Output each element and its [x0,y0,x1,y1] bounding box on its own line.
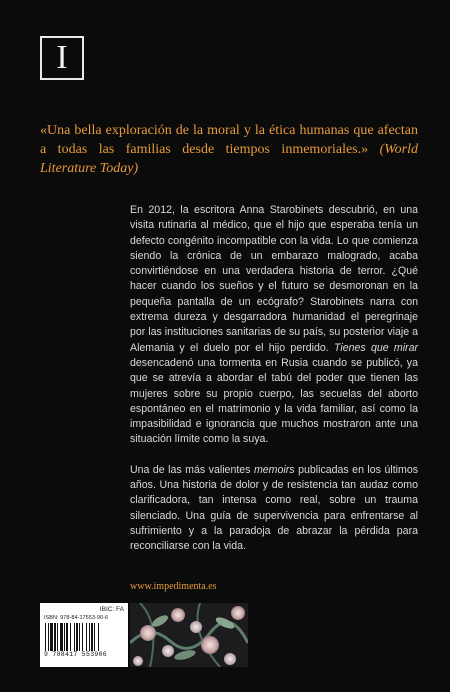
synopsis [130,203,418,570]
synopsis-p1-end: desencadenó una tormenta en Rusia cuando se publicó, ya que se atrevía a abordar el tabú del poder que tienen las mujeres sobre su propio cuerpo, las secuelas del aborto espontáneo en el matrimonio y la vida familiar, así como la impasibilidad e ignorancia que muchos mostraron ante una situación límite como la suya. [130,356,418,446]
synopsis-paragraph-2 [130,463,418,555]
quote-text: «Una bella exploración de la moral y la ética humanas que afectan a todas las familias desde tiempos inmemoriales.» [40,123,418,157]
memoirs-word: memoirs [253,463,295,476]
synopsis-paragraph-1 [130,203,418,448]
synopsis-p1-start: En 2012, la escritora Anna Starobinets descubrió, en una visita rutinaria al médico, que el hijo que esperaba tenía un defecto congénito incompatible con la vida. Lo que comienza siendo la crónica de un embarazo malogrado, acaba convirtiéndose en una verdadera historia de terror. ¿Qué hacer cuando los sueños y el futuro se desmoronan en la pequeña pantalla de un ecógrafo? Starobinets narra con extrema dureza y desgarradora humanidad el peregrinaje por las instituciones sanitarias de su país, su posterior viaje a Alemania y el duelo por el hijo perdido. [130,204,418,354]
review-quote [40,121,418,178]
isbn-number: ISBN: 978-84-17553-90-6 [44,615,109,621]
ibic-code: IBIC: FA [99,606,124,613]
barcode-panel [40,603,128,667]
ean-digits: 9 788417 553906 [44,651,108,658]
book-title: Tienes que mirar [333,341,418,354]
quote-source: (World Literature Today) [40,142,418,176]
synopsis-p2-start: Una de las más valientes [130,463,251,476]
barcode-bars [44,623,124,651]
publisher-website: www.impedimenta.es [130,581,217,592]
synopsis-p2-end: publicadas en los últimos años. Una historia de dolor y de resistencia tan audaz como clarificadora, tan intensa como real, sobre un trauma silenciado. Una guía de supervivencia para enfrentarse al sufrimiento y a la paradoja de abrazar la pérdida para reconciliarse con la vida. [130,463,419,553]
publisher-logo [40,36,84,80]
cover-artwork [130,603,248,667]
logo-letter: I [56,39,68,76]
flower-illustration [130,603,248,667]
